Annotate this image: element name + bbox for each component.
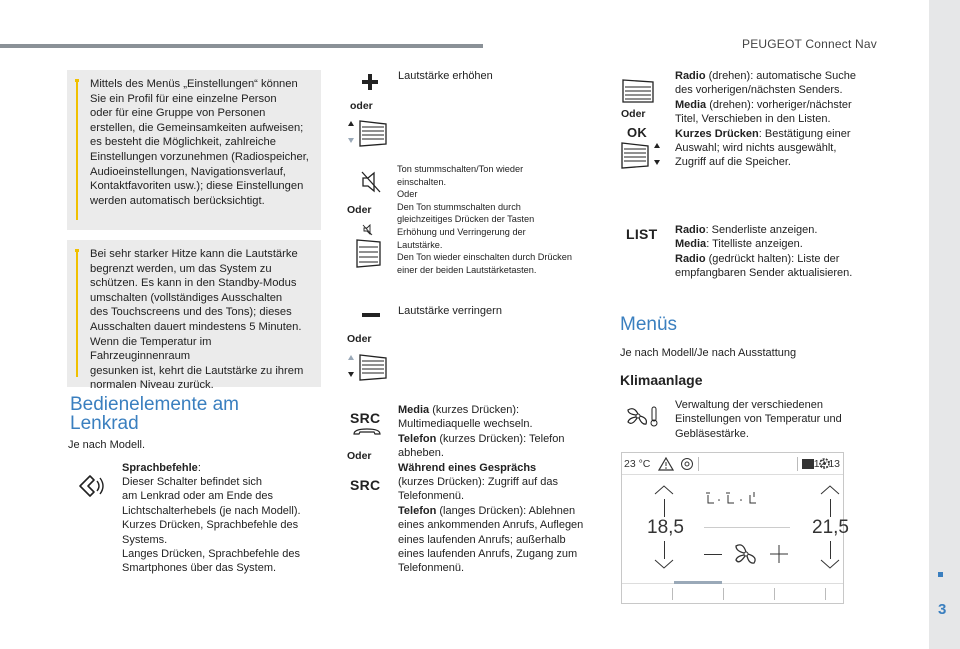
rotary-knob-icon xyxy=(621,78,655,104)
oder-label: Oder xyxy=(347,450,372,462)
header-rule xyxy=(0,44,483,48)
temp-divider xyxy=(830,541,831,559)
mute-text: Ton stummschalten/Ton wieder einschalten. Oder Den Ton stummschalten durch gleichzeitiges Drücken der Tasten Erhöhung und Verringerung der Lautstärke. Den Ton wieder einschalten durch Drücken einer der beiden Lautstärketasten. xyxy=(397,164,573,275)
volume-wheel-down-icon xyxy=(346,352,390,382)
list-text: Radio: Senderliste anzeigen. Media: Titelliste anzeigen. Radio (gedrückt halten): Liste der empfangbaren Sender aktualisieren. xyxy=(675,224,853,280)
volume-down-text: Lautstärke verringern xyxy=(398,305,502,317)
oder-label: oder xyxy=(350,100,373,112)
status-divider xyxy=(797,457,798,471)
clock: 12:13 xyxy=(813,458,840,470)
fan-minus-icon[interactable] xyxy=(704,554,722,555)
plus-icon xyxy=(361,73,379,91)
temp-divider xyxy=(664,541,665,559)
note-text: Mittels des Menüs „Einstellungen“ können Sie ein Profil für eine einzelne Person oder für eine Gruppe von Personen erstellen, die Gemeinsamkeiten aufweisen; es besteht die Möglichkeit, zahlreiche Einstellungen vorzunehmen (Radiospeicher, Audioeinstellungen, Navigationsverlauf, Kontaktfavoriten usw.); diese Einstellungen werden automatisch berücksichtigt. xyxy=(90,78,309,207)
src-text: Media (kurzes Drücken): Multimediaquelle wechseln. Telefon (kurzes Drücken): Telefon abheben. Während eines Gesprächs (kurzes Drücken): Zugriff auf das Telefonmenü. Telefon (langes Drücken): Ablehnen eines ankommenden Anrufs, Auflegen eines laufenden Anrufs; außerhalb eines laufenden Anrufs, Zugang zum Telefonmenü. xyxy=(398,404,584,575)
menus-title: Menüs xyxy=(620,314,678,335)
section-subtitle: Je nach Modell. xyxy=(68,439,146,451)
minus-icon xyxy=(362,312,380,318)
left-temp-down-icon[interactable] xyxy=(654,559,674,569)
page-number: 3 xyxy=(938,601,947,618)
temp-divider xyxy=(664,499,665,517)
right-temp-down-icon[interactable] xyxy=(820,559,840,569)
oder-label: Oder xyxy=(621,108,646,120)
klimaanlage-title: Klimaanlage xyxy=(620,372,703,388)
info-note-settings xyxy=(67,70,321,230)
fan-plus-icon[interactable] xyxy=(770,545,788,563)
temp-divider xyxy=(830,499,831,517)
mute-speaker-icon xyxy=(360,170,382,194)
climate-screen xyxy=(621,452,849,604)
phone-handset-icon xyxy=(352,427,382,437)
section-title-line1: Bedienelemente am xyxy=(70,394,239,415)
note-text: Bei sehr starker Hitze kann die Lautstärke begrenzt werden, um das System zu schützen. Es kann in den Standby-Modus umschalten (vollständiges Ausschalten des Touchscreens und des Tons); dieses Ausschalten dauert mindestens 5 Minuten. Wenn die Temperatur im Fahrzeuginnenraum gesunken ist, kehrt die Lautstärke zu ihrem normalen Niveau zurück. xyxy=(90,248,304,392)
klimaanlage-text: Verwaltung der verschiedenen Einstellungen von Temperatur und Gebläsestärke. xyxy=(675,399,842,440)
fan-thermometer-icon xyxy=(624,404,662,428)
section-title-line2: Lenkrad xyxy=(70,413,139,434)
voice-command-heading: Sprachbefehle: xyxy=(122,462,201,474)
list-label: LIST xyxy=(626,226,658,242)
header-title: PEUGEOT Connect Nav xyxy=(742,37,877,51)
note-marker-icon xyxy=(76,79,78,220)
info-note-heat xyxy=(67,240,321,392)
src-label: SRC xyxy=(350,477,381,493)
climate-bottom-bar xyxy=(622,583,843,603)
separator xyxy=(704,527,790,528)
voice-command-icon xyxy=(76,472,108,500)
oder-label: Oder xyxy=(347,333,372,345)
active-tab-indicator xyxy=(674,581,722,584)
right-temp-up-icon[interactable] xyxy=(820,485,840,495)
outside-temperature: 23 °C xyxy=(624,458,651,470)
fan-icon xyxy=(733,541,759,567)
volume-wheel-up-icon xyxy=(346,118,390,148)
voice-command-text: Dieser Schalter befindet sich am Lenkrad oder am Ende des Lichtschalterhebels (je nach Modell). Kurzes Drücken, Sprachbefehle des Systems. Langes Drücken, Sprachbefehle des Smartphones über das System. xyxy=(122,476,301,575)
right-temperature: 21,5 xyxy=(812,517,849,538)
src-label: SRC xyxy=(350,410,381,426)
air-distribution-icons[interactable] xyxy=(704,491,764,509)
note-marker-icon xyxy=(76,249,78,377)
side-strip xyxy=(929,0,960,649)
left-temperature: 18,5 xyxy=(647,517,684,538)
climate-status-bar xyxy=(622,453,843,475)
menus-subtitle: Je nach Modell/Je nach Ausstattung xyxy=(620,347,797,359)
ok-wheel-icon xyxy=(620,140,664,170)
location-icon xyxy=(680,457,694,471)
oder-label: Oder xyxy=(347,204,372,216)
left-temp-up-icon[interactable] xyxy=(654,485,674,495)
page-marker xyxy=(938,572,943,577)
mute-wheel-icon xyxy=(353,224,383,268)
status-divider xyxy=(698,457,699,471)
volume-up-text: Lautstärke erhöhen xyxy=(398,70,493,82)
radio-rotate-text: Radio (drehen): automatische Suche des vorherigen/nächsten Senders. Media (drehen): vorheriger/nächster Titel, Verschieben in den Listen. Kurzes Drücken: Bestätigung einer Auswahl; wird nichts ausgewählt, Zugriff auf die Speicher. xyxy=(675,70,856,169)
warning-icon xyxy=(658,457,674,471)
ok-label: OK xyxy=(627,125,648,140)
